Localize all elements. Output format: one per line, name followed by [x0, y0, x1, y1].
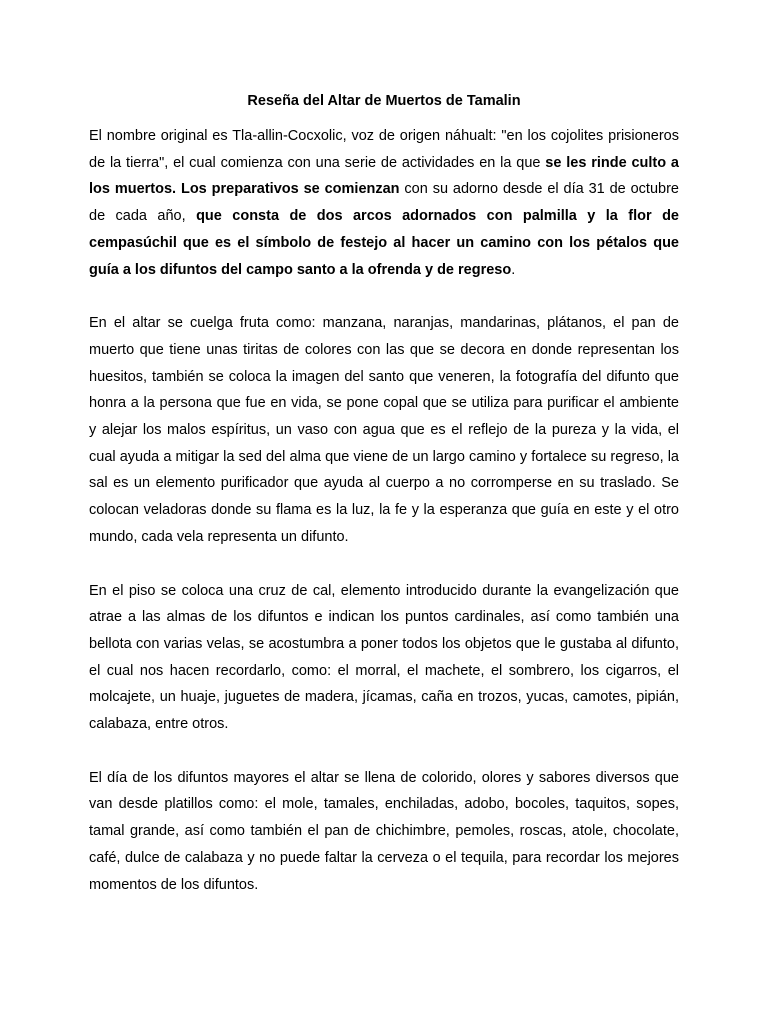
paragraph-4 [89, 765, 679, 899]
paragraph-text: En el altar se cuelga fruta como: manzana, naranjas, mandarinas, plátanos, el pan de muerto que tiene unas tiritas de colores con las que se decora en donde representan los huesitos, también se coloca la imagen del santo que veneren, la fotografía del difunto que honra a la persona que fue en vida, se pone copal que se utiliza para purificar el ambiente y alejar los malos espíritus, un vaso con agua que es el reflejo de la pureza y la vida, el cual ayuda a mitigar la sed del alma que viene de un largo camino y fortalece su regreso, la sal es un elemento purificador que ayuda al cuerpo a no corromperse en su traslado. Se colocan veladoras donde su flama es la luz, la fe y la esperanza que guía en este y el otro mundo, cada vela representa un difunto. [89, 315, 679, 545]
paragraph-text: con su adorno desde el día 31 de octubre de cada año, [89, 181, 679, 225]
paragraph-bold-text: se les rinde culto a los muertos. Los preparativos se comienzan [89, 154, 679, 198]
paragraph-text: En el piso se coloca una cruz de cal, elemento introducido durante la evangelización que atrae a las almas de los difuntos e indican los puntos cardinales, así como también una bellota con varias velas, se acostumbra a poner todos los objetos que le gustaba al difunto, el cual nos hacen recordarlo, como: el morral, el machete, el sombrero, los cigarros, el molcajete, un huaje, juguetes de madera, jícamas, caña en trozos, yucas, camotes, pipián, calabaza, entre otros. [89, 582, 679, 733]
document-page [89, 90, 679, 925]
paragraph-1 [89, 123, 679, 283]
paragraph-text: El nombre original es Tla-allin-Cocxolic, voz de origen náhualt: "en los cojolites prisioneros de la tierra", el cual comienza con una serie de actividades en la que [89, 128, 679, 171]
document-title: Reseña del Altar de Muertos de Tamalin [247, 93, 521, 109]
paragraph-text: El día de los difuntos mayores el altar se llena de colorido, olores y sabores diversos que van desde platillos como: el mole, tamales, enchiladas, adobo, bocoles, taquitos, sopes, tamal grande, así como también el pan de chichimbre, pemoles, roscas, atole, chocolate, café, dulce de calabaza y no puede faltar la cerveza o el tequila, para recordar los mejores momentos de los difuntos. [89, 769, 679, 893]
paragraph-bold-text: que consta de dos arcos adornados con palmilla y la flor de cempasúchil que es el símbolo de festejo al hacer un camino con los pétalos que guía a los difuntos del campo santo a la ofrenda y de regreso [89, 208, 679, 278]
paragraph-2 [89, 310, 679, 550]
paragraph-text: . [511, 261, 516, 278]
paragraph-3 [89, 578, 679, 738]
